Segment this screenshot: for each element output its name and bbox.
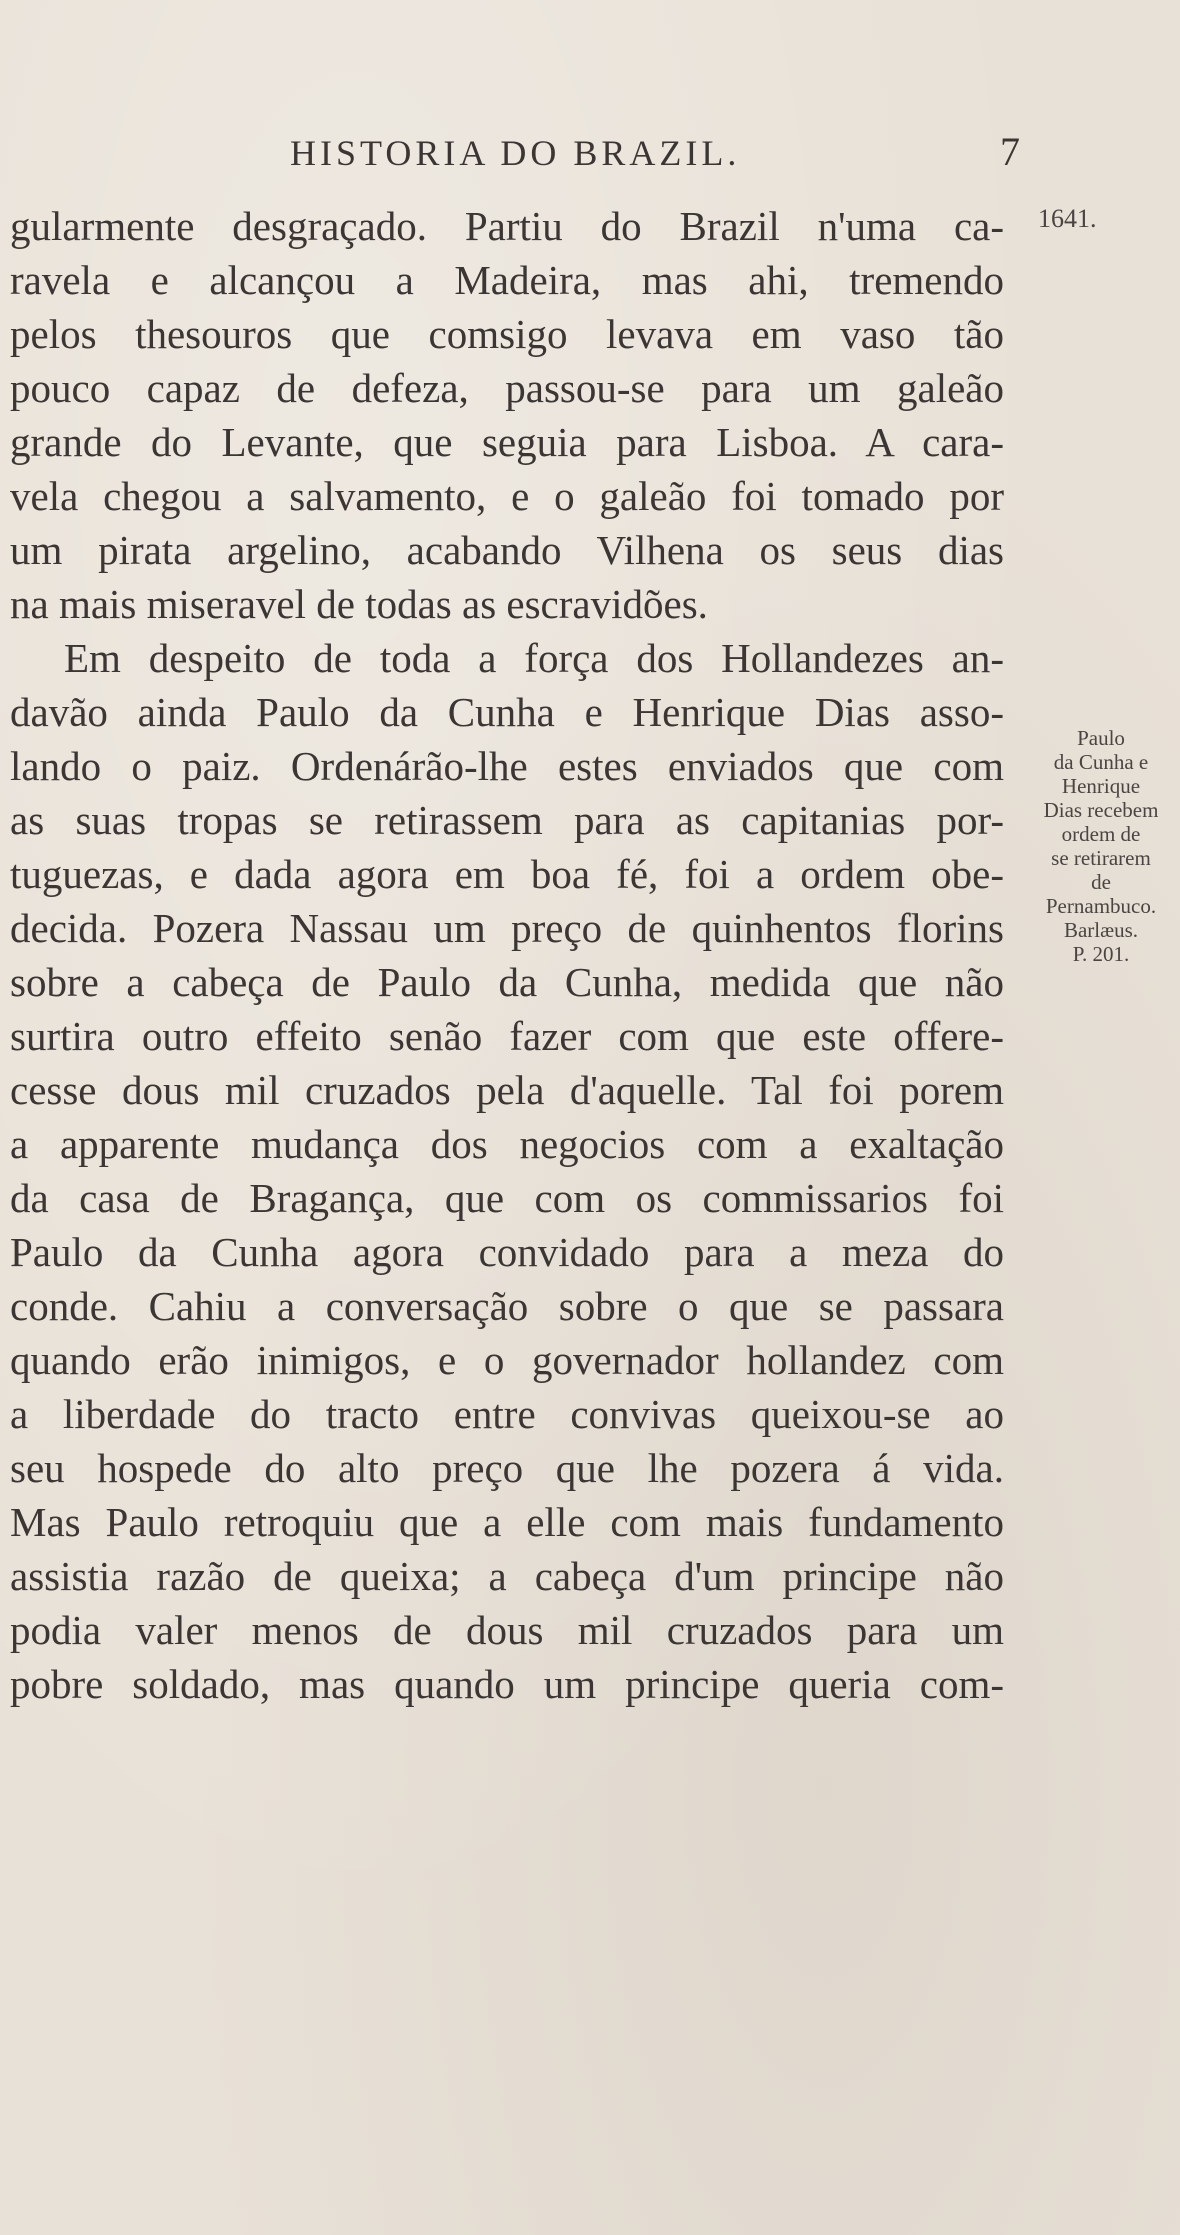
marginal-note-line: Paulo — [1077, 726, 1125, 750]
text-line: surtira outro effeito senão fazer com que este offere- — [10, 1013, 1004, 1059]
marginal-note-line: Pernambuco. — [1045, 894, 1157, 918]
marginal-note-line: Barlæus. — [1063, 918, 1139, 942]
text-line: pouco capaz de defeza, passou-se para um galeão — [10, 365, 1004, 411]
text-line: sobre a cabeça de Paulo da Cunha, medida que não — [10, 959, 1004, 1005]
text-line: pobre soldado, mas quando um principe queria com- — [10, 1661, 1004, 1707]
marginal-note-line: Henrique — [1061, 774, 1141, 798]
marginal-note-line: da Cunha e — [1053, 750, 1149, 774]
running-head: HISTORIA DO BRAZIL. — [290, 133, 741, 173]
text-line: davão ainda Paulo da Cunha e Henrique Dias asso- — [10, 689, 1004, 735]
text-line: decida. Pozera Nassau um preço de quinhentos florins — [10, 905, 1004, 951]
marginal-note-line: ordem de — [1061, 822, 1141, 846]
text-line: lando o paiz. Ordenárão-lhe estes enviados que com — [10, 743, 1004, 789]
text-line: quando erão inimigos, e o governador hollandez com — [10, 1337, 1004, 1383]
text-line: tuguezas, e dada agora em boa fé, foi a ordem obe- — [10, 851, 1004, 897]
text-line: um pirata argelino, acabando Vilhena os seus dias — [10, 527, 1004, 573]
marginal-note-line: de — [1091, 870, 1111, 894]
text-line: Em despeito de toda a força dos Hollandezes an- — [64, 635, 1004, 681]
text-line: ravela e alcançou a Madeira, mas ahi, tremendo — [10, 257, 1004, 303]
text-line: grande do Levante, que seguia para Lisboa. A cara- — [10, 419, 1004, 465]
text-line: da casa de Bragança, que com os commissarios foi — [10, 1175, 1004, 1221]
text-line: na mais miseravel de todas as escravidões. — [10, 581, 708, 627]
text-line: Paulo da Cunha agora convidado para a meza do — [10, 1229, 1004, 1275]
text-line: vela chegou a salvamento, e o galeão foi tomado por — [10, 473, 1004, 519]
text-line: seu hospede do alto preço que lhe pozera á vida. — [10, 1445, 1004, 1491]
text-line: a apparente mudança dos negocios com a exaltação — [10, 1121, 1004, 1167]
marginal-note-line: se retirarem — [1051, 846, 1151, 870]
text-line: assistia razão de queixa; a cabeça d'um principe não — [10, 1553, 1004, 1599]
text-line: pelos thesouros que comsigo levava em vaso tão — [10, 311, 1004, 357]
marginal-note-line: P. 201. — [1072, 942, 1130, 966]
text-line: as suas tropas se retirassem para as capitanias por- — [10, 797, 1004, 843]
text-line: conde. Cahiu a conversação sobre o que se passara — [10, 1283, 1004, 1329]
text-line: gularmente desgraçado. Partiu do Brazil n'uma ca- — [10, 203, 1004, 249]
text-line: a liberdade do tracto entre convivas queixou-se ao — [10, 1391, 1004, 1437]
text-line: Mas Paulo retroquiu que a elle com mais fundamento — [10, 1499, 1004, 1545]
text-line: podia valer menos de dous mil cruzados para um — [10, 1607, 1004, 1653]
text-line: cesse dous mil cruzados pela d'aquelle. Tal foi porem — [10, 1067, 1004, 1113]
marginal-note-line: Dias recebem — [1043, 798, 1159, 822]
margin-year: 1641. — [1038, 204, 1097, 233]
page-number: 7 — [1000, 129, 1020, 174]
